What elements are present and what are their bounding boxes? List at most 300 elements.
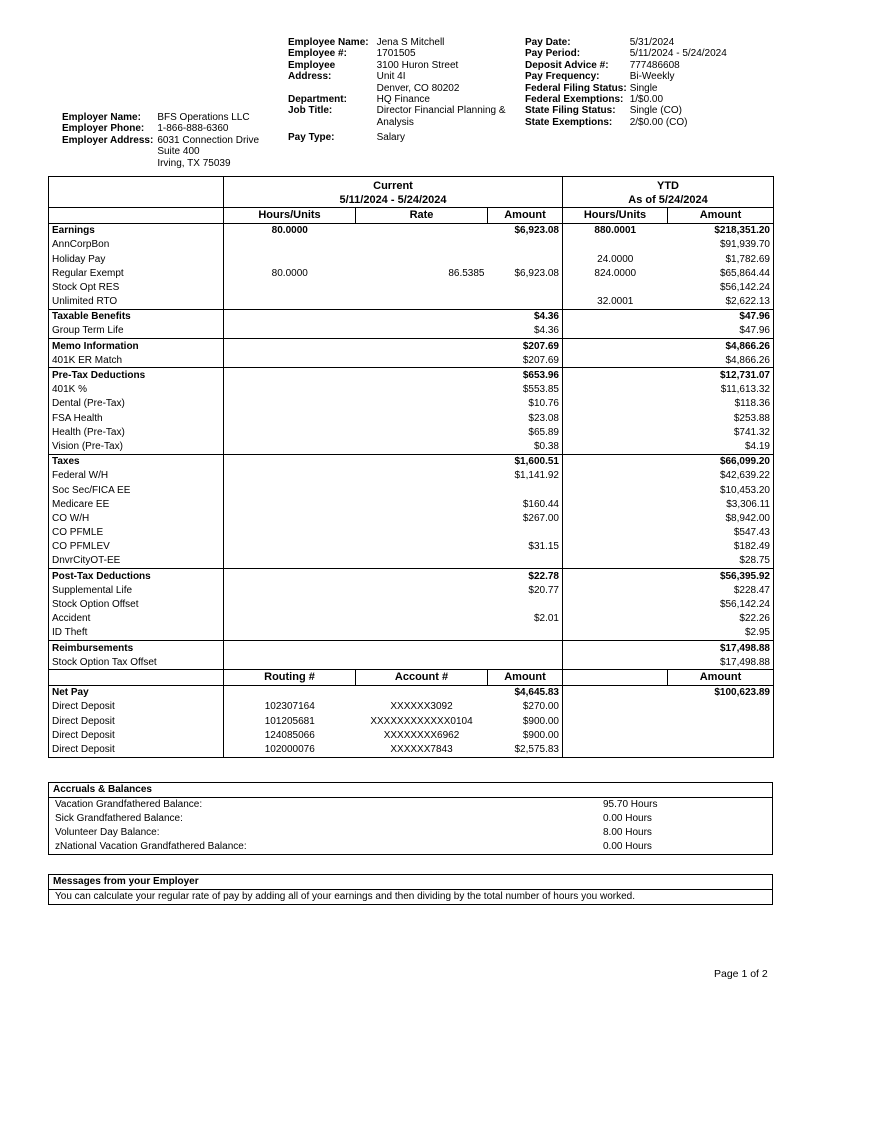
item-ytd-amount: $253.88 [668,411,774,425]
item-rate [356,597,488,611]
deposit-amount: $900.00 [488,728,563,742]
net-pay-ytd-amount: $100,623.89 [668,685,774,700]
pay-period: 5/11/2024 - 5/24/2024 [629,48,727,60]
item-ytd-amount: $65,864.44 [668,266,774,280]
accrual-row [49,840,773,855]
item-hours: 80.0000 [271,267,308,279]
item-amount [488,238,563,252]
item-hours [224,540,356,554]
item-hours [224,252,356,266]
federal-exemptions-label: Federal Exemptions: [525,94,624,106]
employee-name: Jena S Mitchell [376,37,445,48]
page-number: Page 1 of 2 [714,968,768,980]
section-ytd-hours: 880.0001 [563,223,668,238]
item-name: Stock Option Offset [49,597,224,611]
item-amount [488,526,563,540]
line-item-row [49,295,774,310]
section-header-row [49,223,774,238]
state-filing: Single (CO) [629,105,682,117]
section-ytd-hours [563,368,668,383]
section-ytd-amount: $4,866.26 [668,339,774,354]
messages-text: You can calculate your regular rate of pay by adding all of your earnings and then dividing by the total number of hours you worked. [55,891,635,903]
line-item-row [49,411,774,425]
item-hours [224,612,356,626]
employee-number-label: Employee #: [288,48,347,60]
item-amount [488,252,563,266]
section-name: Post-Tax Deductions [49,569,224,584]
item-hours [224,483,356,497]
pay-type-label: Pay Type: [288,132,335,144]
deposit-name: Direct Deposit [49,714,224,728]
col-amount: Amount [488,208,563,223]
employer-phone: 1-866-888-6360 [157,123,229,135]
department: HQ Finance [376,94,430,106]
deposit-routing: 102000076 [224,742,356,757]
item-rate [356,526,488,540]
col-net-amount: Amount [488,670,563,685]
line-item-row [49,280,774,294]
item-rate [356,238,488,252]
employee-address: 3100 Huron Street Unit 4I Denver, CO 80202 [376,59,460,94]
section-hours: 80.0000 [224,223,356,238]
section-amount: $4.36 [488,309,563,324]
pay-statement-table [48,176,774,758]
item-name: Vision (Pre-Tax) [49,439,224,454]
ytd-title: YTD [563,177,774,194]
department-label: Department: [288,94,347,106]
pay-date: 5/31/2024 [629,37,675,48]
item-name: CO PFMLEV [49,540,224,554]
state-exemptions: 2/$0.00 (CO) [629,116,688,128]
item-ytd-amount: $22.26 [668,612,774,626]
messages-table [48,874,773,905]
item-hours [224,411,356,425]
job-title-label: Job Title: [288,105,333,117]
item-amount [488,655,563,670]
net-pay-label: Net Pay [49,685,224,700]
item-hours [224,597,356,611]
item-amount [488,554,563,569]
section-amount: $207.69 [488,339,563,354]
item-ytd-amount: $4.19 [668,439,774,454]
section-ytd-hours [563,641,668,656]
item-ytd-hours [563,655,668,670]
item-ytd-amount: $56,142.24 [668,597,774,611]
accrual-label: Sick Grandfathered Balance: [55,813,183,825]
current-range: 5/11/2024 - 5/24/2024 [224,193,563,208]
deposit-account: XXXXXXXXXXXX0104 [370,715,473,727]
current-title: Current [224,177,563,194]
item-ytd-hours [563,425,668,439]
item-rate [356,469,488,483]
job-title: Director Financial Planning & Analysis [376,105,506,128]
item-rate [356,324,488,339]
section-ytd-hours [563,339,668,354]
item-name: CO PFMLE [49,526,224,540]
section-amount: $1,600.51 [488,454,563,469]
deposit-advice-label: Deposit Advice #: [525,59,609,71]
accruals-title: Accruals & Balances [49,783,773,798]
item-name: ID Theft [49,626,224,641]
item-hours [224,397,356,411]
item-ytd-hours [563,626,668,641]
employee-address-label: Employee Address: [288,59,336,83]
section-ytd-amount: $56,395.92 [668,569,774,584]
item-ytd-hours: 24.0000 [597,253,634,265]
employer-name: BFS Operations LLC [157,112,250,123]
item-amount [488,280,563,294]
section-ytd-amount: $218,351.20 [668,223,774,238]
section-hours [224,569,356,584]
direct-deposit-row [49,742,774,757]
employee-number: 1701505 [376,48,416,60]
item-ytd-amount: $228.47 [668,583,774,597]
section-hours [224,641,356,656]
item-rate [356,280,488,294]
section-ytd-amount: $12,731.07 [668,368,774,383]
item-ytd-amount: $2,622.13 [668,295,774,310]
item-amount: $65.89 [488,425,563,439]
section-hours [224,309,356,324]
line-item-row [49,469,774,483]
item-name: Accident [49,612,224,626]
section-amount: $6,923.08 [488,223,563,238]
accrual-value: 0.00 Hours [603,813,652,825]
item-amount: $4.36 [488,324,563,339]
item-amount: $1,141.92 [488,469,563,483]
net-pay-column-header [49,670,774,685]
federal-exemptions: 1/$0.00 [629,94,664,106]
net-pay-amount: $4,645.83 [488,685,563,700]
net-pay-row [49,685,774,700]
line-item-row [49,266,774,280]
section-name: Pre-Tax Deductions [49,368,224,383]
item-hours [224,511,356,525]
line-item-row [49,511,774,525]
deposit-advice: 777486608 [629,59,680,71]
item-name: Group Term Life [49,324,224,339]
item-ytd-amount: $11,613.32 [668,383,774,397]
item-ytd-amount: $547.43 [668,526,774,540]
item-ytd-hours [563,383,668,397]
item-name: Health (Pre-Tax) [49,425,224,439]
employer-name-label: Employer Name: [62,112,141,123]
col-account: Account # [356,670,488,685]
direct-deposit-row [49,700,774,714]
item-amount: $207.69 [488,353,563,368]
deposit-amount: $270.00 [488,700,563,714]
item-rate [356,554,488,569]
line-item-row [49,238,774,252]
section-name: Taxes [49,454,224,469]
item-amount: $553.85 [488,383,563,397]
item-rate [356,397,488,411]
pay-date-label: Pay Date: [525,37,571,48]
messages-title: Messages from your Employer [49,875,773,890]
item-ytd-hours [563,554,668,569]
pay-period-label: Pay Period: [525,48,581,60]
item-rate [356,540,488,554]
item-name: 401K % [49,383,224,397]
col-rate: Rate [356,208,488,223]
item-amount [488,483,563,497]
item-ytd-amount: $182.49 [668,540,774,554]
section-header-row [49,641,774,656]
item-rate [356,425,488,439]
item-amount [488,626,563,641]
item-ytd-hours [563,483,668,497]
line-item-row [49,397,774,411]
item-ytd-hours [563,511,668,525]
section-hours [224,454,356,469]
item-rate [356,511,488,525]
item-ytd-amount: $10,453.20 [668,483,774,497]
state-exemptions-label: State Exemptions: [525,116,613,128]
line-item-row [49,483,774,497]
deposit-name: Direct Deposit [49,742,224,757]
item-hours [224,583,356,597]
deposit-name: Direct Deposit [49,728,224,742]
line-item-row [49,353,774,368]
accruals-table [48,782,773,855]
line-item-row [49,252,774,266]
item-name: Supplemental Life [49,583,224,597]
deposit-routing: 101205681 [264,715,315,727]
employer-info [62,112,259,169]
federal-filing: Single [629,82,658,94]
deposit-routing: 124085066 [264,729,315,741]
section-header-row [49,309,774,324]
line-item-row [49,612,774,626]
item-amount: $2.01 [488,612,563,626]
deposit-account: XXXXXX3092 [390,701,453,713]
item-rate [356,252,488,266]
deposit-name: Direct Deposit [49,700,224,714]
item-amount: $0.38 [488,439,563,454]
section-name: Reimbursements [49,641,224,656]
item-name: Stock Option Tax Offset [49,655,224,670]
item-ytd-amount: $2.95 [668,626,774,641]
item-amount [488,597,563,611]
item-name: Stock Opt RES [49,280,224,294]
item-ytd-hours [563,526,668,540]
accrual-label: Volunteer Day Balance: [55,827,160,839]
item-name: Dental (Pre-Tax) [49,397,224,411]
item-hours [224,526,356,540]
item-ytd-hours [563,397,668,411]
item-name: CO W/H [49,511,224,525]
item-name: Holiday Pay [49,252,224,266]
pay-type: Salary [376,132,405,144]
item-ytd-amount: $4,866.26 [668,353,774,368]
item-amount: $160.44 [488,497,563,511]
item-amount: $6,923.08 [488,266,563,280]
direct-deposit-row [49,714,774,728]
item-rate [356,439,488,454]
deposit-amount: $2,575.83 [488,742,563,757]
section-name: Earnings [49,223,224,238]
employee-info [288,37,506,144]
section-ytd-hours [563,454,668,469]
item-amount: $267.00 [488,511,563,525]
item-hours [224,238,356,252]
item-hours [224,497,356,511]
section-amount: $653.96 [488,368,563,383]
section-header-row [49,569,774,584]
employer-address-label: Employer Address: [62,134,154,146]
accrual-value: 0.00 Hours [603,841,652,853]
item-amount: $31.15 [488,540,563,554]
section-amount: $22.78 [488,569,563,584]
accrual-row [49,812,773,826]
item-ytd-amount: $741.32 [668,425,774,439]
line-item-row [49,597,774,611]
accrual-row [49,798,773,813]
item-ytd-amount: $118.36 [668,397,774,411]
accrual-row [49,826,773,840]
item-rate [356,626,488,641]
section-hours [224,368,356,383]
item-name: AnnCorpBon [49,238,224,252]
item-rate [356,655,488,670]
item-ytd-hours: 32.0001 [597,296,634,308]
deposit-routing: 102307164 [264,701,315,713]
col-routing: Routing # [224,670,356,685]
line-item-row [49,425,774,439]
item-ytd-amount: $28.75 [668,554,774,569]
ytd-range: As of 5/24/2024 [563,193,774,208]
section-header-row [49,339,774,354]
employer-address: 6031 Connection Drive Suite 400 Irving, TX 75039 [157,134,260,169]
section-header-row [49,368,774,383]
section-ytd-amount: $47.96 [668,309,774,324]
item-hours [224,554,356,569]
line-item-row [49,554,774,569]
item-ytd-amount: $17,498.88 [668,655,774,670]
direct-deposit-row [49,728,774,742]
deposit-amount: $900.00 [488,714,563,728]
item-ytd-hours [563,353,668,368]
item-amount: $23.08 [488,411,563,425]
state-filing-label: State Filing Status: [525,105,616,117]
deposit-account: XXXXXX7843 [356,742,488,757]
item-rate [356,295,488,310]
line-item-row [49,324,774,339]
item-rate [356,411,488,425]
item-ytd-hours [563,280,668,294]
col-ytd-amount: Amount [668,208,774,223]
section-ytd-amount: $66,099.20 [668,454,774,469]
item-name: Regular Exempt [49,266,224,280]
section-ytd-hours [563,569,668,584]
pay-frequency-label: Pay Frequency: [525,71,600,83]
item-ytd-amount: $47.96 [668,324,774,339]
item-hours [224,626,356,641]
line-item-row [49,540,774,554]
item-ytd-hours: 824.0000 [594,267,637,279]
item-ytd-amount: $42,639.22 [668,469,774,483]
item-hours [224,383,356,397]
item-ytd-hours [563,439,668,454]
item-name: 401K ER Match [49,353,224,368]
item-name: FSA Health [49,411,224,425]
item-ytd-amount: $56,142.24 [668,280,774,294]
col-hours: Hours/Units [224,208,356,223]
line-item-row [49,583,774,597]
item-ytd-hours [563,497,668,511]
section-ytd-hours [563,309,668,324]
item-hours [224,439,356,454]
item-ytd-hours [563,324,668,339]
item-name: Unlimited RTO [49,295,224,310]
section-amount [488,641,563,656]
accrual-label: Vacation Grandfathered Balance: [55,799,203,811]
item-ytd-amount: $91,939.70 [668,238,774,252]
item-rate: 86.5385 [448,267,485,279]
item-name: Soc Sec/FICA EE [49,483,224,497]
item-ytd-hours [563,411,668,425]
item-hours [224,469,356,483]
accrual-value: 8.00 Hours [603,827,652,839]
item-rate [356,353,488,368]
item-amount [488,295,563,310]
line-item-row [49,439,774,454]
item-name: DnvrCityOT-EE [49,554,224,569]
item-ytd-amount: $8,942.00 [668,511,774,525]
item-hours [224,655,356,670]
item-ytd-hours [563,469,668,483]
line-item-row [49,497,774,511]
col-net-ytd-amount: Amount [668,670,774,685]
item-hours [224,324,356,339]
item-ytd-hours [563,540,668,554]
federal-filing-label: Federal Filing Status: [525,82,627,94]
section-ytd-amount: $17,498.88 [668,641,774,656]
item-rate [356,497,488,511]
section-hours [224,339,356,354]
line-item-row [49,655,774,670]
item-hours [224,425,356,439]
item-ytd-hours [563,597,668,611]
accrual-label: zNational Vacation Grandfathered Balance: [55,841,247,853]
accrual-value: 95.70 Hours [603,799,658,811]
item-amount: $10.76 [488,397,563,411]
pay-frequency: Bi-Weekly [629,71,675,83]
item-ytd-hours [563,612,668,626]
item-rate [356,383,488,397]
item-hours [224,280,356,294]
item-rate [356,583,488,597]
employee-name-label: Employee Name: [288,37,369,48]
item-rate [356,612,488,626]
line-item-row [49,383,774,397]
pay-info [525,37,727,128]
col-ytd-hours: Hours/Units [563,208,668,223]
item-hours [224,353,356,368]
section-name: Memo Information [49,339,224,354]
item-name: Medicare EE [49,497,224,511]
section-name: Taxable Benefits [49,309,224,324]
deposit-account: XXXXXXXX6962 [383,729,460,741]
item-amount: $20.77 [488,583,563,597]
employer-phone-label: Employer Phone: [62,123,145,135]
line-item-row [49,626,774,641]
item-ytd-hours [563,583,668,597]
line-item-row [49,526,774,540]
section-header-row [49,454,774,469]
item-ytd-amount: $3,306.11 [668,497,774,511]
item-rate [356,483,488,497]
